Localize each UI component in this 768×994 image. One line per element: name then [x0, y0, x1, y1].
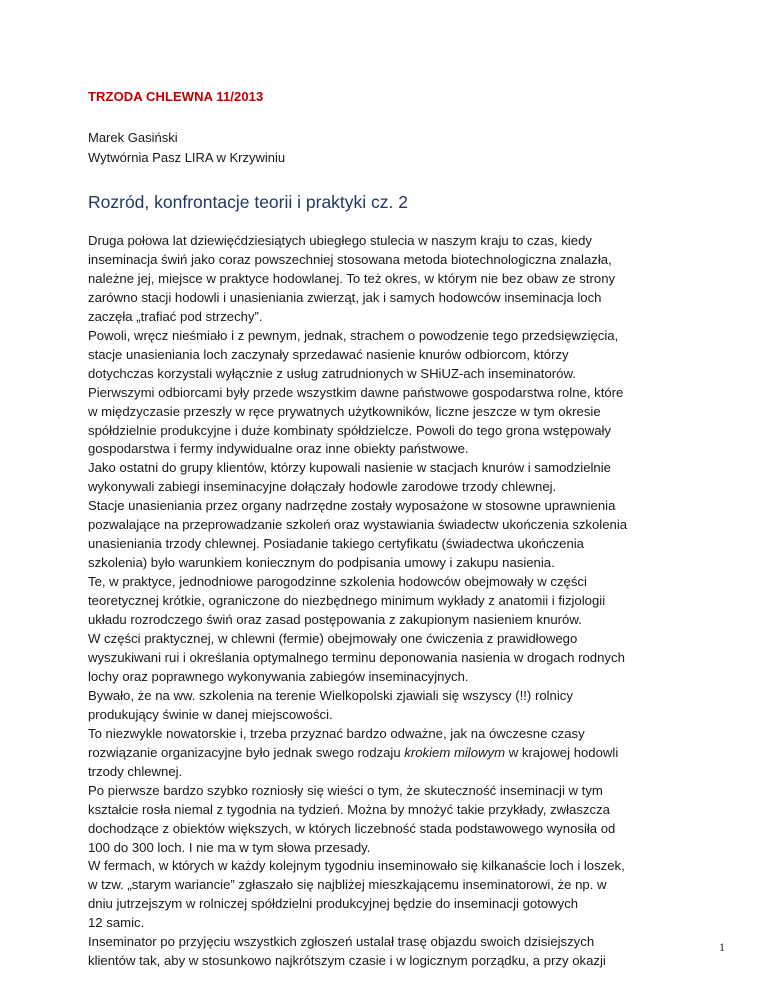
text-line: inseminacja świń jako coraz powszechniej stosowana metoda biotechnologiczna znalazła,	[88, 251, 612, 267]
text-line: należne jej, miejsce w praktyce hodowlanej. To też okres, w którym nie bez obaw ze strony	[88, 270, 616, 286]
text-line: dotychczas korzystali wyłącznie z usług zatrudnionych w SHiUZ-ach inseminatorów.	[88, 365, 576, 381]
author-affiliation: Wytwórnia Pasz LIRA w Krzywiniu	[88, 150, 286, 165]
text-line: unasieniania trzody chlewnej. Posiadanie takiego certyfikatu (świadectwa ukończenia	[88, 536, 584, 552]
text-line: zaczęła „trafiać pod strzechy”.	[88, 308, 263, 324]
text-line: To niezwykle nowatorskie i, trzeba przyznać bardzo odważne, jak na ówczesne czasy	[88, 725, 585, 741]
text-line: szkolenia) było warunkiem koniecznym do podpisania umowy i zakupu nasienia.	[88, 555, 555, 571]
text-line: teoretycznej krótkie, ograniczone do niezbędnego minimum wykłady z anatomii i fizjologii	[88, 593, 606, 609]
text-line: 100 do 300 loch. I nie ma w tym słowa przesady.	[88, 839, 371, 855]
text-line: wykonywali zabiegi inseminacyjne dołączały hodowle zarodowe trzody chlewnej.	[88, 479, 557, 495]
text-line: w międzyczasie przeszły w ręce prywatnych użytkowników, liczne jeszcze w tym okresie	[88, 403, 601, 419]
paragraph	[88, 687, 688, 725]
paragraph	[88, 327, 688, 384]
paragraph	[88, 384, 688, 460]
text-line: stacje unasieniania loch zaczynały sprzedawać nasienie knurów odbiorcom, którzy	[88, 346, 569, 362]
text-line: Stacje unasieniania przez organy nadrzędne zostały wyposażone w stosowne uprawnienia	[88, 498, 616, 514]
text-line: dniu jutrzejszym w rolniczej spółdzielni produkcyjnej będzie do inseminacji gotowych	[88, 896, 579, 912]
paragraph	[88, 497, 688, 573]
text-line: Pierwszymi odbiorcami były przede wszystkim dawne państwowe gospodarstwa rolne, które	[88, 384, 624, 400]
text-line: zarówno stacji hodowli i unasieniania zwierząt, jak i samych hodowców inseminacja loch	[88, 289, 602, 305]
article-body	[88, 232, 688, 971]
paragraph	[88, 725, 688, 782]
text-line: wyszukiwani rui i określania optymalnego terminu deponowania nasienia w drogach rodnych	[88, 649, 625, 665]
emphasized-phrase: krokiem milowym	[404, 744, 506, 760]
paragraph	[88, 232, 688, 327]
paragraph	[88, 459, 688, 497]
paragraph	[88, 933, 688, 971]
text-line: lochy oraz poprawnego wykonywania zabiegów inseminacyjnych.	[88, 668, 469, 684]
text-line: 12 samic.	[88, 915, 145, 931]
text-line: Po pierwsze bardzo szybko rozniosły się wieści o tym, że skuteczność inseminacji w tym	[88, 782, 603, 798]
text-line: trzody chlewnej.	[88, 763, 183, 779]
text-line: dochodzące z obiektów większych, w których liczebność stada podstawowego wynosiła od	[88, 820, 616, 836]
paragraph	[88, 630, 688, 687]
text-line: Powoli, wręcz nieśmiało i z pewnym, jednak, strachem o powodzenie tego przedsięwzięcia,	[88, 327, 619, 343]
text-line: pozwalające na przeprowadzanie szkoleń oraz wystawiania świadectw ukończenia szkolenia	[88, 517, 628, 533]
text-line: Druga połowa lat dziewięćdziesiątych ubiegłego stulecia w naszym kraju to czas, kiedy	[88, 233, 592, 248]
paragraph	[88, 782, 688, 858]
text-line: w tzw. „starym wariancie” zgłaszało się najbliżej mieszkającemu inseminatorowi, że np. w	[88, 877, 607, 893]
text-line: rozwiązanie organizacyjne było jednak swego rodzaju krokiem milowym w krajowej hodowli	[88, 744, 619, 760]
page-number: 1	[719, 940, 725, 954]
text-line: Te, w praktyce, jednodniowe parogodzinne szkolenia hodowców obejmowały w części	[88, 574, 587, 590]
text-line: produkujący świnie w danej miejscowości.	[88, 706, 333, 722]
text-line: układu rozrodczego świń oraz zasad postępowania z zakupionym nasieniem knurów.	[88, 612, 582, 628]
paragraph	[88, 573, 688, 630]
text-line: Jako ostatni do grupy klientów, którzy kupowali nasienie w stacjach knurów i samodzielnie	[88, 460, 611, 476]
text-line: klientów tak, aby w stosunkowo najkrótszym czasie i w logicznym porządku, a przy okazji	[88, 953, 606, 969]
text-line: spółdzielnie produkcyjne i duże kombinaty spółdzielcze. Powoli do tego grona wstępowały	[88, 422, 612, 438]
text-line: Bywało, że na ww. szkolenia na terenie Wielkopolski zjawiali się wszyscy (!!) rolnicy	[88, 687, 573, 703]
paragraph	[88, 857, 688, 933]
text-line: W fermach, w których w każdy kolejnym tygodniu inseminowało się kilkanaście loch i loszek,	[88, 858, 625, 874]
author-name: Marek Gasiński	[88, 130, 178, 145]
journal-issue-heading: TRZODA CHLEWNA 11/2013	[88, 89, 264, 104]
article-title: Rozród, konfrontacje teorii i praktyki cz. 2	[88, 192, 408, 212]
text-line: W części praktycznej, w chlewni (fermie) obejmowały one ćwiczenia z prawidłowego	[88, 631, 578, 647]
document-page	[88, 88, 688, 971]
text-line: kształcie rosła niemal z tygodnia na tydzień. Można by mnożyć takie przykłady, zwłaszcza	[88, 801, 610, 817]
text-line: Inseminator po przyjęciu wszystkich zgłoszeń ustalał trasę objazdu swoich dzisiejszych	[88, 934, 595, 950]
text-line: gospodarstwa i fermy indywidualne oraz inne obiekty państwowe.	[88, 441, 469, 457]
